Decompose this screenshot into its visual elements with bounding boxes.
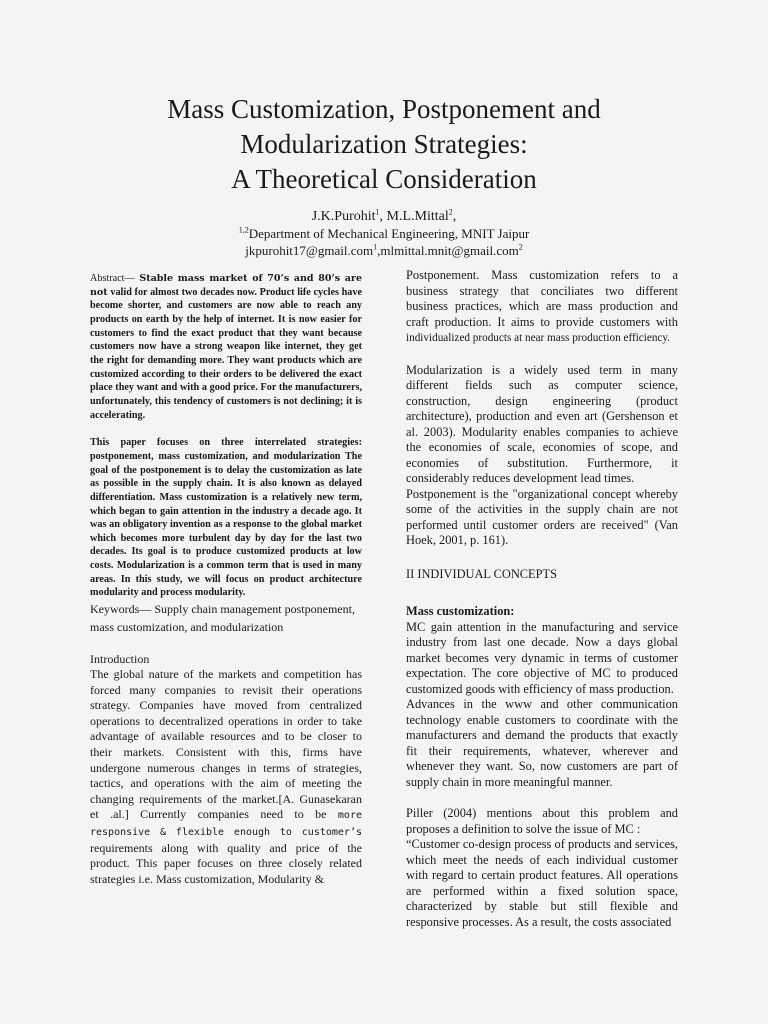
right-paragraph-1-main: Postponement. Mass customization refers to a business strategy that conciliates two different business practices, which are mass production and craft production. It aims to provide customers with <box>406 268 678 329</box>
paper-title <box>60 92 708 197</box>
abstract-lead: Stable mass market of 70’s and 80’s are not <box>90 273 362 298</box>
keywords-label: Keywords— <box>90 602 152 617</box>
right-paragraph-1 <box>406 268 678 347</box>
author-separator: , <box>379 209 387 224</box>
author-1-sup: 1 <box>375 207 380 217</box>
affiliation-sup: 1,2 <box>238 225 249 235</box>
affiliation <box>0 226 768 242</box>
title-line-1: Mass Customization, Postponement and <box>167 94 601 124</box>
piller-paragraph: Piller (2004) mentions about this problem and proposes a definition to solve the issue of MC : <box>406 806 678 836</box>
right-paragraph-1-small: individualized products at near mass production efficiency. <box>406 332 671 344</box>
abstract-paragraph-1 <box>90 272 362 422</box>
affiliation-text: Department of Mechanical Engineering, MNIT Jaipur <box>248 226 530 241</box>
introduction-text <box>90 667 362 887</box>
right-column <box>406 268 678 930</box>
modularization-paragraph: Modularization is a widely used term in many different fields such as computer science, construction, design engineering (product architecture), production and even art (Gershenson et al. 2003). Modularity enables companies to achieve the economies of scale, economies of scope, and economies of substitution. Furthermore, it considerably reduces development lead times. <box>406 362 678 485</box>
abstract-paragraph-2: This paper focuses on three interrelated strategies: postponement, mass customization, and modularization The goal of the postponement is to delay the customization as late as possible in the supply chain. It is also known as delayed differentiation. Mass customization is a relatively new term, which began to gain attention in the industry a decade ago. It was an obligatory invention as a response to the global market which becomes more turbulent day by day for the last two decades. Its goal is to produce customized products at low costs. Modularization is a common term that is used in many areas. In this study, we will focus on product architecture modularity and process modularity. <box>90 437 362 599</box>
email-1: jkpurohit17@gmail.com <box>245 243 374 258</box>
author-list <box>0 208 768 226</box>
title-line-2: Modularization Strategies: <box>240 129 528 159</box>
introduction-text-a: The global nature of the markets and competition has forced many companies to revisit their operations strategy. Companies have moved from centralized operations to decentralized operations in order to take advantage of available resources and to be closer to their markets. Consistent with this, firms have undergone numerous changes in terms of strategies, tactics, and operations with the aim of meeting the changing requirements of the market.[A. Gunasekaran et .al.] Currently companies need to be <box>90 667 362 822</box>
left-column <box>90 268 362 887</box>
keywords <box>90 600 362 636</box>
mc-paragraph-2: Advances in the www and other communication technology enable customers to coordinate with the manufacturers and demand the products that exactly fit their requirements, whatever, wherever and whenever they want. So, now customers are part of supply chain in more meaningful manner. <box>406 697 678 789</box>
author-emails <box>0 243 768 259</box>
postponement-paragraph: Postponement is the "organizational concept whereby some of the activities in the supply chain are not performed until customer orders are received" (Van Hoek, 2001, p. 161). <box>406 486 678 547</box>
abstract-label: Abstract— <box>90 273 135 284</box>
author-1: J.K.Purohit <box>311 209 376 224</box>
mc-paragraph-1: MC gain attention in the manufacturing and service industry from last one decade. Now a days global market becomes very dynamic in terms of customer expectation. The core objective of MC to produced customized goods with efficiency of mass production. <box>406 619 678 696</box>
piller-quote: “Customer co-design process of products and services, which meet the needs of each individual customer with regard to certain product features. All operations are performed within a fixed solution space, characterized by stable but still flexible and responsive processes. As a result, the costs associated <box>406 837 678 929</box>
email-2-sup: 2 <box>518 242 523 252</box>
section-heading: II INDIVIDUAL CONCEPTS <box>406 566 557 581</box>
email-1-sup: 1 <box>373 242 378 252</box>
author-tail: , <box>452 209 457 224</box>
email-2: ,mlmittal.mnit@gmail.com <box>377 243 519 258</box>
introduction-heading: Introduction <box>90 652 150 667</box>
keywords-text: Supply chain management postponement, mass customization, and modularization <box>90 602 355 635</box>
author-2-sup: 2 <box>448 207 453 217</box>
author-2: M.L.Mittal <box>386 209 449 224</box>
introduction-text-c: requirements along with quality and price of the product. This paper focuses on three closely related strategies i.e. Mass customization, Modularity & <box>90 840 362 886</box>
subsection-heading: Mass customization: <box>406 604 515 618</box>
introduction-text-b: more responsive & flexible enough to customer’s <box>90 810 362 839</box>
abstract-text-1: valid for almost two decades now. Product life cycles have become shorter, and customers are now able to reach any products on earth by the help of internet. It is now easier for customers to find the exact product that they want because customers now have a strong weapon like internet, they get the right for demanding more. They want products which are customized according to their orders to be delivered the exact place they want and with a good price. For the manufacturers, unfortunately, this tendency of customers is not declining; it is accelerating. <box>90 286 363 421</box>
title-line-3: A Theoretical Consideration <box>231 164 537 194</box>
